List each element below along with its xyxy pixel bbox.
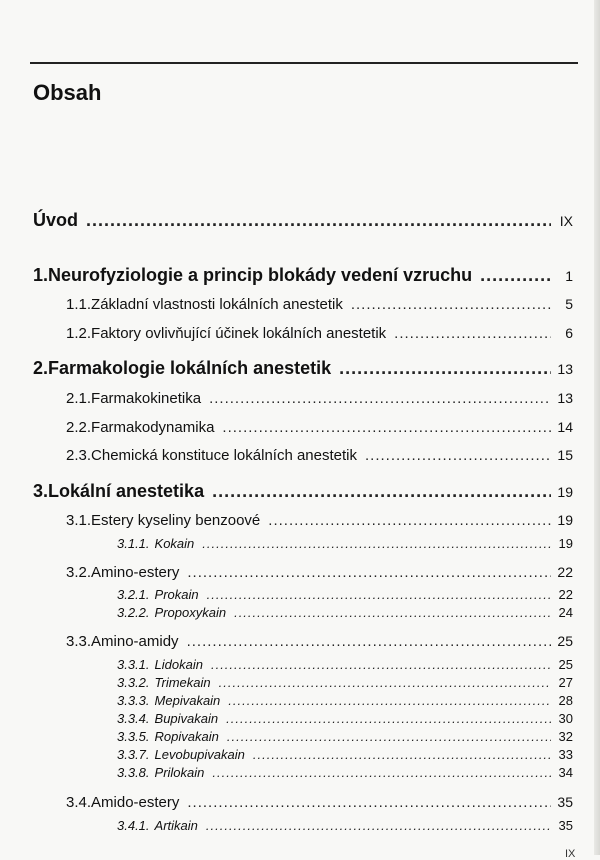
leader-dots (212, 765, 551, 780)
toc-title: Amino-estery (91, 564, 180, 581)
toc-section-3-4[interactable] (66, 794, 573, 811)
toc-number: 3.3.2. (117, 675, 150, 690)
toc-title: Chemická konstituce lokálních anestetik (91, 447, 357, 464)
toc-number: 2.3. (66, 447, 92, 464)
toc-chapter-1[interactable] (33, 265, 573, 286)
toc-title: Prokain (154, 587, 199, 602)
leader-dots (226, 711, 551, 726)
toc-title: Farmakologie lokálních anestetik (48, 358, 332, 378)
toc-item-3-2-2[interactable] (117, 605, 573, 620)
leader-dots (339, 358, 551, 379)
toc-page: 30 (558, 711, 573, 726)
toc-item-3-3-2[interactable] (117, 675, 573, 690)
toc-page: IX (559, 213, 573, 229)
leader-dots (365, 447, 551, 464)
toc-chapter-2[interactable] (33, 358, 573, 379)
toc-page: 32 (558, 729, 573, 744)
toc-page: 34 (558, 765, 573, 780)
leader-dots (222, 419, 551, 436)
toc-page: 25 (558, 657, 573, 672)
toc-page: 19 (558, 536, 573, 551)
toc-item-3-3-7[interactable] (117, 747, 573, 762)
toc-number: 3.2. (66, 564, 92, 581)
toc-number: 2. (33, 358, 49, 378)
leader-dots (86, 210, 551, 231)
leader-dots (394, 325, 551, 342)
toc-section-3-1[interactable] (66, 512, 573, 529)
leader-dots (202, 536, 551, 551)
toc-title: Lokální anestetika (48, 481, 205, 501)
toc-page: 28 (558, 693, 573, 708)
toc-number: 1.2. (66, 325, 92, 342)
toc-page: 35 (558, 818, 573, 833)
toc-page: 14 (557, 419, 573, 435)
toc-title: Trimekain (154, 675, 211, 690)
page-edge (594, 0, 600, 855)
toc-page: 13 (557, 390, 573, 406)
toc-page: 22 (557, 564, 573, 580)
leader-dots (207, 587, 551, 602)
toc-number: 3.1.1. (117, 536, 150, 551)
toc-page: 33 (558, 747, 573, 762)
toc-number: 3.3. (66, 633, 92, 650)
leader-dots (209, 390, 551, 407)
leader-dots (206, 818, 551, 833)
toc-title: Kokain (154, 536, 195, 551)
toc-item-3-1-1[interactable] (117, 536, 573, 551)
toc-number: 3.3.8. (117, 765, 150, 780)
toc-chapter-3[interactable] (33, 481, 573, 502)
toc-page: 5 (565, 296, 573, 312)
toc-page: 19 (557, 484, 573, 500)
toc-number: 1. (33, 265, 49, 285)
toc-title: Farmakokinetika (91, 390, 202, 407)
toc-number: 3.3.1. (117, 657, 150, 672)
toc-number: 3.3.7. (117, 747, 150, 762)
toc-title: Propoxykain (154, 605, 227, 620)
toc-page: 1 (565, 268, 573, 284)
toc-intro[interactable] (33, 210, 573, 231)
toc-item-3-2-1[interactable] (117, 587, 573, 602)
leader-dots (351, 296, 551, 313)
toc-page: 13 (557, 361, 573, 377)
leader-dots (219, 675, 551, 690)
toc-page: 25 (557, 633, 573, 649)
toc-item-3-3-5[interactable] (117, 729, 573, 744)
toc-section-2-2[interactable] (66, 419, 573, 436)
toc-title: Prilokain (154, 765, 205, 780)
toc-title: Základní vlastnosti lokálních anestetik (91, 296, 343, 313)
toc-section-1-2[interactable] (66, 325, 573, 342)
toc-title: Faktory ovlivňující účinek lokálních anestetik (91, 325, 387, 342)
toc-number: 3.3.4. (117, 711, 150, 726)
page-title: Obsah (33, 80, 102, 105)
toc-page: 27 (558, 675, 573, 690)
toc-title: Farmakodynamika (91, 419, 215, 436)
leader-dots (211, 657, 551, 672)
toc-title: Úvod (33, 210, 78, 230)
toc-item-3-3-8[interactable] (117, 765, 573, 780)
toc-item-3-3-1[interactable] (117, 657, 573, 672)
toc-title: Amido-estery (91, 794, 180, 811)
toc-number: 3. (33, 481, 49, 501)
leader-dots (187, 794, 551, 811)
toc-number: 3.2.2. (117, 605, 150, 620)
toc-number: 3.3.3. (117, 693, 150, 708)
toc-title: Ropivakain (154, 729, 219, 744)
toc-section-2-3[interactable] (66, 447, 573, 464)
toc-title: Levobupivakain (154, 747, 245, 762)
toc-number: 3.4.1. (117, 818, 150, 833)
leader-dots (228, 693, 551, 708)
toc-page: 19 (557, 512, 573, 528)
toc-number: 2.1. (66, 390, 92, 407)
toc-number: 3.4. (66, 794, 92, 811)
toc-title: Artikain (154, 818, 198, 833)
toc-page: 22 (558, 587, 573, 602)
leader-dots (234, 605, 551, 620)
toc-title: Mepivakain (154, 693, 221, 708)
toc-section-1-1[interactable] (66, 296, 573, 313)
toc-page: 6 (565, 325, 573, 341)
leader-dots (187, 564, 551, 581)
leader-dots (227, 729, 551, 744)
leader-dots (268, 512, 551, 529)
leader-dots (253, 747, 551, 762)
toc-title: Amino-amidy (91, 633, 179, 650)
toc-item-3-3-4[interactable] (117, 711, 573, 726)
toc-page: 24 (558, 605, 573, 620)
toc-number: 3.2.1. (117, 587, 150, 602)
toc-title: Bupivakain (154, 711, 219, 726)
toc-page: 35 (557, 794, 573, 810)
toc-section-3-3[interactable] (66, 633, 573, 650)
toc-item-3-3-3[interactable] (117, 693, 573, 708)
toc-page: 15 (557, 447, 573, 463)
leader-dots (187, 633, 551, 650)
top-rule (30, 62, 578, 64)
toc-section-2-1[interactable] (66, 390, 573, 407)
toc-title: Neurofyziologie a princip blokády vedení vzruchu (48, 265, 473, 285)
toc-number: 3.1. (66, 512, 92, 529)
toc-number: 2.2. (66, 419, 92, 436)
toc-title: Lidokain (154, 657, 203, 672)
leader-dots (212, 481, 551, 502)
toc-title: Estery kyseliny benzoové (91, 512, 261, 529)
toc-section-3-2[interactable] (66, 564, 573, 581)
toc-number: 3.3.5. (117, 729, 150, 744)
page-number-footer: IX (565, 848, 576, 860)
toc-number: 1.1. (66, 296, 92, 313)
toc-item-3-4-1[interactable] (117, 818, 573, 833)
leader-dots (480, 265, 551, 286)
